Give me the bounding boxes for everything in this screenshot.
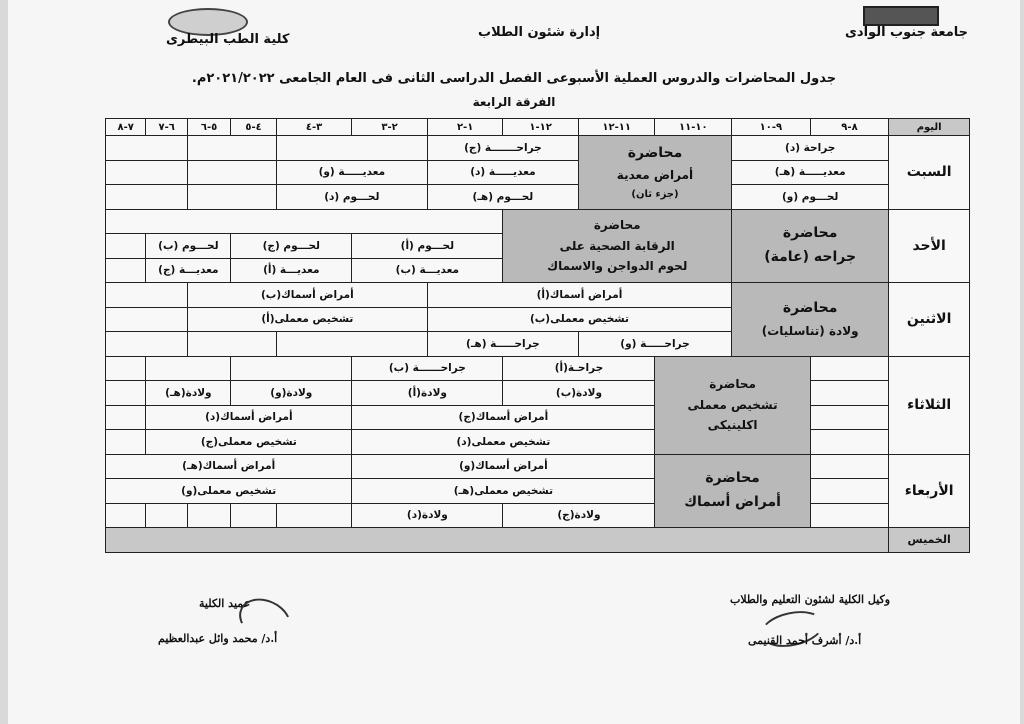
day-saturday: السبت: [889, 136, 970, 210]
header-slot: ١٢-١: [503, 119, 579, 136]
cell-tue-r4-a: تشخيص معملى(د): [352, 430, 655, 455]
cell-sun-r2-b: لحـــوم (ج): [231, 234, 352, 259]
header-slot: ١١-١٢: [578, 119, 655, 136]
cell-empty: [106, 185, 188, 210]
cell-empty: [106, 381, 146, 406]
cell-sat-r2-b: معديـــــة (و): [276, 160, 427, 185]
cell-sat-r1-morning: جراحة (د): [732, 136, 889, 161]
cell-wed-r3-a: ولادة(ج): [503, 503, 655, 528]
department-name: إدارة شئون الطلاب: [478, 25, 601, 40]
cell-empty: [276, 332, 427, 357]
lecture-label: محاضرة: [593, 218, 641, 233]
cell-empty: [106, 234, 146, 259]
cell-empty: [187, 332, 276, 357]
cell-tue-r4-b: تشخيص معملى(ج): [146, 430, 352, 455]
day-sunday: الأحد: [889, 209, 970, 283]
day-monday: الاثنين: [889, 283, 970, 357]
header-slot: ٣-٤: [276, 119, 352, 136]
cell-tue-r3-a: أمراض أسماك(ج): [352, 405, 655, 430]
cell-tue-r1-a: جراحـة(أ): [503, 356, 655, 381]
lecture-tue: [655, 356, 810, 454]
cell-empty: [276, 136, 427, 161]
lecture-subject: ولادة (تناسليات): [761, 323, 859, 338]
cell-empty: [106, 283, 188, 308]
thursday-row: [106, 528, 970, 553]
lecture-wed: [655, 454, 810, 528]
faculty-name: كلية الطب البيطرى: [166, 32, 290, 47]
cell-empty: [106, 160, 188, 185]
cell-empty: [810, 503, 889, 528]
university-logo: [863, 6, 939, 26]
dean-name: أ.د/ محمد وائل عبدالعظيم: [158, 632, 278, 645]
cell-mon-r3-a: جراحـــــة (و): [578, 332, 731, 357]
page-title: جدول المحاضرات والدروس العملية الأسبوعى الفصل الدراسى الثانى فى العام الجامعى ٢٠٢١/٢٠٢٢م.: [191, 71, 837, 86]
cell-sat-r2-a: معديـــــة (د): [427, 160, 578, 185]
cell-sat-r3-b: لحـــوم (د): [276, 185, 427, 210]
page-subtitle: الفرقة الرابعة: [472, 95, 556, 109]
cell-tue-r2-d: ولادة(هـ): [146, 381, 231, 406]
cell-mon-r1-a: أمراض أسماك(أ): [427, 283, 731, 308]
cell-empty: [187, 503, 230, 528]
cell-mon-r2-a: تشخيص معملى(ب): [427, 307, 731, 332]
lecture-subject-line2: لحوم الدواجن والاسماك: [547, 258, 688, 273]
cell-empty: [187, 136, 276, 161]
sunday-row-1: [106, 209, 970, 234]
cell-empty: [106, 430, 146, 455]
cell-empty: [231, 356, 352, 381]
cell-empty: [106, 209, 503, 234]
cell-sun-r3-a: معديـــة (ب): [352, 258, 503, 283]
saturday-row-2: [106, 160, 970, 185]
cell-empty: [106, 136, 188, 161]
cell-empty: [810, 430, 889, 455]
lecture-sun-2: [503, 209, 732, 283]
wednesday-row-2: [106, 479, 970, 504]
lecture-subject-line1: تشخيص معملى: [687, 397, 778, 412]
cell-wed-r3-b: ولادة(د): [352, 503, 503, 528]
cell-sat-r1-afternoon: جراحـــــــة (ج): [427, 136, 578, 161]
cell-empty: [106, 503, 146, 528]
cell-empty: [146, 356, 231, 381]
cell-sun-r2-c: لحـــوم (ب): [146, 234, 231, 259]
lecture-sun-1: [732, 209, 889, 283]
lecture-label: محاضرة: [782, 224, 838, 241]
cell-empty: [106, 405, 146, 430]
lecture-subject: أمراض أسماك: [684, 493, 781, 510]
lecture-label: محاضرة: [627, 144, 683, 161]
cell-empty: [810, 405, 889, 430]
lecture-subject: أمراض معدية: [616, 168, 694, 183]
document-sheet: [8, 0, 1020, 724]
cell-empty: [810, 479, 889, 504]
cell-empty: [106, 356, 146, 381]
header-slot: ٩-١٠: [732, 119, 811, 136]
day-thursday: الخميس: [889, 528, 970, 553]
cell-tue-r3-b: أمراض أسماك(د): [146, 405, 352, 430]
cell-wed-r1-b: أمراض أسماك(هـ): [106, 454, 352, 479]
monday-row-1: [106, 283, 970, 308]
university-name: جامعة جنوب الوادى: [845, 25, 968, 40]
lecture-sat: [578, 136, 731, 210]
cell-sun-r3-c: معديـــة (ج): [146, 258, 231, 283]
lecture-label: محاضرة: [705, 469, 760, 486]
header-slot: ١٠-١١: [655, 119, 732, 136]
cell-empty: [187, 160, 276, 185]
saturday-row-1: [106, 136, 970, 161]
day-tuesday: الثلاثاء: [889, 356, 970, 454]
cell-tue-r2-a: ولادة(ب): [503, 381, 655, 406]
dean-title: عميد الكلية: [199, 597, 251, 610]
cell-wed-r2-a: تشخيص معملى(هـ): [352, 479, 655, 504]
cell-empty: [231, 503, 277, 528]
cell-tue-r2-c: ولادة(و): [231, 381, 352, 406]
tuesday-row-1: [106, 356, 970, 381]
vice-dean-title: وكيل الكلية لشئون التعليم والطلاب: [730, 593, 891, 606]
header-slot: ٢-٣: [352, 119, 428, 136]
cell-mon-r2-b: تشخيص معملى(أ): [187, 307, 427, 332]
cell-empty: [276, 503, 352, 528]
vice-dean-name: أ.د/ أشرف أحمد القنيمى: [748, 634, 862, 647]
header-slot: ٨-٩: [810, 119, 889, 136]
cell-sun-r2-a: لحـــوم (أ): [352, 234, 503, 259]
header-slot: ٥-٦: [187, 119, 230, 136]
time-header-row: [106, 119, 970, 136]
cell-empty: [146, 503, 187, 528]
lecture-subject-line2: اكلينيكى: [707, 418, 758, 433]
cell-empty: [810, 356, 889, 381]
tuesday-row-3: [106, 405, 970, 430]
wednesday-row-3: [106, 503, 970, 528]
schedule-table: [105, 118, 970, 553]
header-day: اليوم: [889, 119, 970, 136]
lecture-subject: جراحه (عامة): [764, 248, 857, 265]
cell-empty: [106, 307, 188, 332]
cell-sun-r3-b: معديـــة (أ): [231, 258, 352, 283]
header-slot: ٧-٨: [106, 119, 146, 136]
cell-thursday-empty: [106, 528, 889, 553]
header-slot: ٦-٧: [146, 119, 187, 136]
tuesday-row-4: [106, 430, 970, 455]
cell-wed-r1-a: أمراض أسماك(و): [352, 454, 655, 479]
cell-mon-r3-b: جراحـــــة (هـ): [427, 332, 578, 357]
cell-empty: [187, 185, 276, 210]
lecture-mon: [732, 283, 889, 357]
cell-tue-r1-b: جراحــــــة (ب): [352, 356, 503, 381]
cell-sat-r3-a: لحـــوم (هـ): [427, 185, 578, 210]
saturday-row-3: [106, 185, 970, 210]
header-slot: ١-٢: [427, 119, 503, 136]
cell-mon-r1-b: أمراض أسماك(ب): [187, 283, 427, 308]
cell-tue-r2-b: ولادة(أ): [352, 381, 503, 406]
cell-sat-r3-morning: لحـــوم (و): [732, 185, 889, 210]
cell-empty: [106, 332, 188, 357]
lecture-subject-line1: الرقابة الصحية على: [559, 238, 675, 253]
cell-empty: [810, 381, 889, 406]
cell-wed-r2-b: تشخيص معملى(و): [106, 479, 352, 504]
cell-empty: [810, 454, 889, 479]
cell-empty: [106, 258, 146, 283]
header-slot: ٤-٥: [231, 119, 277, 136]
lecture-label: محاضرة: [782, 300, 838, 317]
lecture-label: محاضرة: [709, 377, 756, 392]
day-wednesday: الأربعاء: [889, 454, 970, 528]
cell-sat-r2-morning: معديـــــة (هـ): [732, 160, 889, 185]
tuesday-row-2: [106, 381, 970, 406]
lecture-note: (جزء ثان): [631, 188, 679, 200]
wednesday-row-1: [106, 454, 970, 479]
